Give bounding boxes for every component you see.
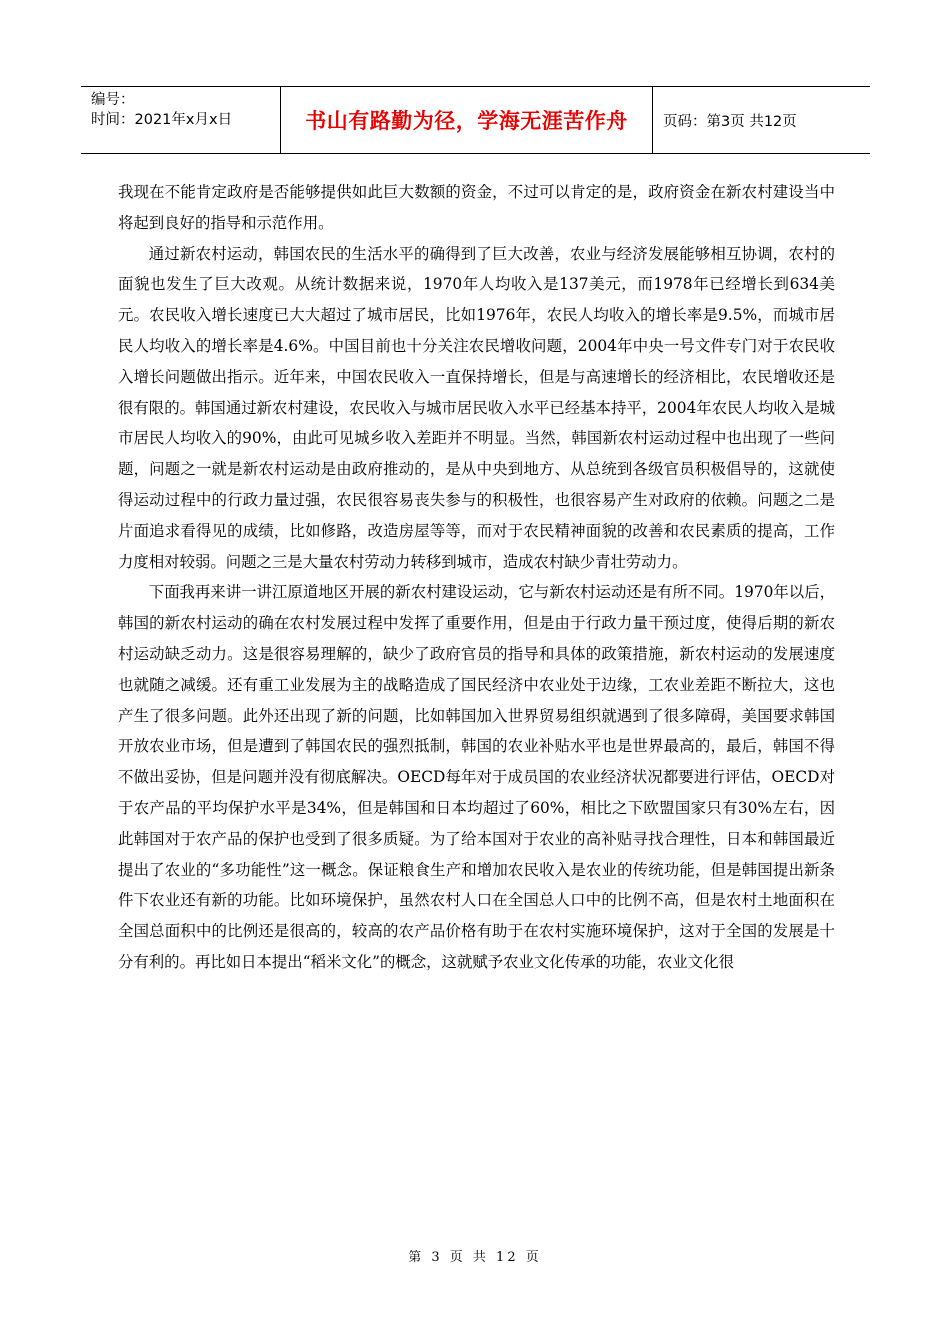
document-header: [81, 86, 870, 154]
document-number-label: 编号：: [91, 92, 135, 108]
header-motto-cell: [281, 87, 653, 153]
document-time-label: 时间：2021年x月x日: [91, 112, 233, 128]
document-body: [118, 177, 835, 978]
page-footer: 第 3 页 共 12 页: [408, 1250, 542, 1265]
paragraph-continuation: 我现在不能肯定政府是否能够提供如此巨大数额的资金，不过可以肯定的是，政府资金在新农村建设当中将起到良好的指导和示范作用。: [118, 183, 835, 232]
header-meta-cell: [81, 87, 281, 153]
header-page-cell: [653, 87, 870, 153]
header-motto: 书山有路勤为径，学海无涯苦作舟: [305, 109, 628, 133]
paragraph: 下面我再来讲一讲江原道地区开展的新农村建设运动，它与新农村运动还是有所不同。1970年以后，韩国的新农村运动的确在农村发展过程中发挥了重要作用，但是由于行政力量干预过度，使得后期的新农村运动缺乏动力。这是很容易理解的，缺少了政府官员的指导和具体的政策措施，新农村运动的发展速度也就随之减缓。还有重工业发展为主的战略造成了国民经济中农业处于边缘，工农业差距不断拉大，这也产生了很多问题。此外还出现了新的问题，比如韩国加入世界贸易组织就遇到了很多障碍，美国要求韩国开放农业市场，但是遭到了韩国农民的强烈抵制，韩国的农业补贴水平也是世界最高的，最后，韩国不得不做出妥协，但是问题并没有彻底解决。OECD每年对于成员国的农业经济状况都要进行评估，OECD对于农产品的平均保护水平是34%，但是韩国和日本均超过了60%，相比之下欧盟国家只有30%左右，因此韩国对于农产品的保护也受到了很多质疑。为了给本国对于农业的高补贴寻找合理性，日本和韩国最近提出了农业的“多功能性”这一概念。保证粮食生产和增加农民收入是农业的传统功能，但是韩国提出新条件下农业还有新的功能。比如环境保护，虽然农村人口在全国总人口中的比例不高，但是农村土地面积在全国总面积中的比例还是很高的，较高的农产品价格有助于在农村实施环境保护，这对于全国的发展是十分有利的。再比如日本提出“稻米文化”的概念，这就赋予农业文化传承的功能，农业文化很: [118, 583, 835, 971]
paragraph: 通过新农村运动，韩国农民的生活水平的确得到了巨大改善，农业与经济发展能够相互协调，农村的面貌也发生了巨大改观。从统计数据来说，1970年人均收入是137美元，而1978年已经增长到634美元。农民收入增长速度已大大超过了城市居民，比如1976年，农民人均收入的增长率是9.5%，而城市居民人均收入的增长率是4.6%。中国目前也十分关注农民增收问题，2004年中央一号文件专门对于农民收入增长问题做出指示。近年来，中国农民收入一直保持增长，但是与高速增长的经济相比，农民增收还是很有限的。韩国通过新农村建设，农民收入与城市居民收入水平已经基本持平，2004年农民人均收入是城市居民人均收入的90%，由此可见城乡收入差距并不明显。当然，韩国新农村运动过程中也出现了一些问题，问题之一就是新农村运动是由政府推动的，是从中央到地方、从总统到各级官员积极倡导的，这就使得运动过程中的行政力量过强，农民很容易丧失参与的积极性，也很容易产生对政府的依赖。问题之二是片面追求看得见的成绩，比如修路，改造房屋等等，而对于农民精神面貌的改善和农民素质的提高，工作力度相对较弱。问题之三是大量农村劳动力转移到城市，造成农村缺少青壮劳动力。: [118, 244, 835, 571]
header-page-info: 页码：第3页 共12页: [663, 113, 797, 130]
